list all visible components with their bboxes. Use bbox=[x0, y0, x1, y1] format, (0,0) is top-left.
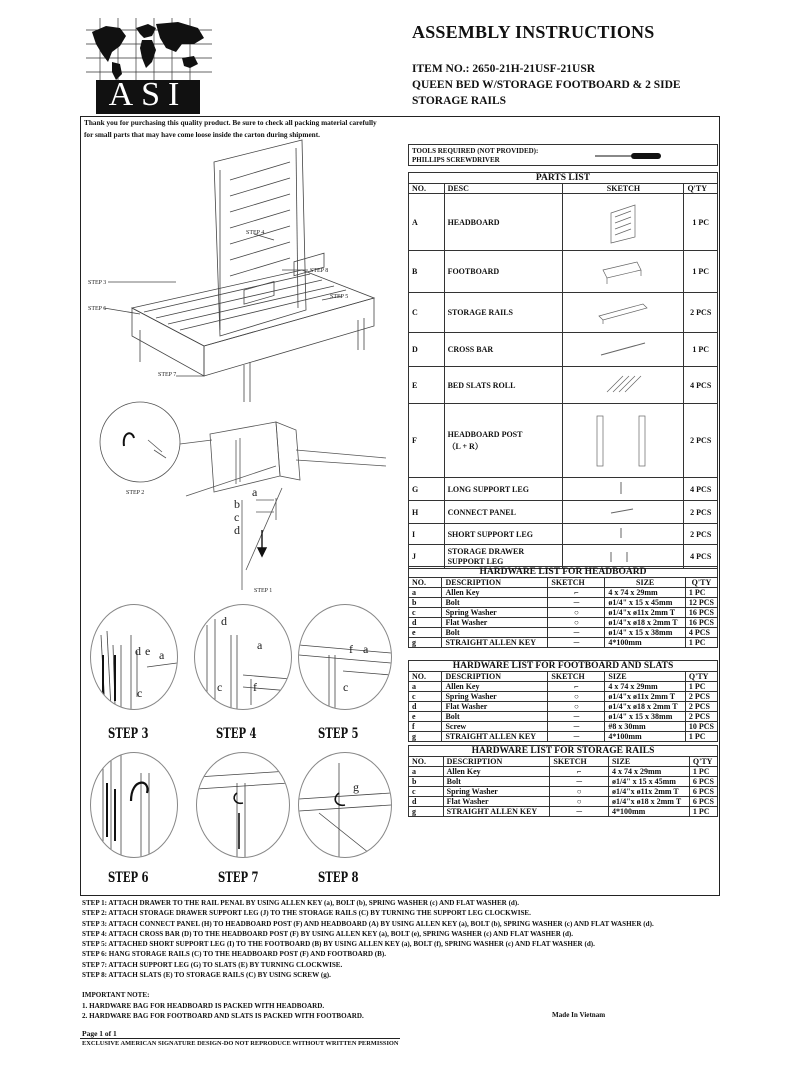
step6-panel bbox=[90, 752, 178, 858]
step5-letter-a: a bbox=[363, 642, 369, 656]
part-qty: 4 PCS bbox=[684, 367, 718, 404]
hw-desc: Bolt bbox=[442, 598, 548, 608]
hw-qty: 1 PC bbox=[689, 807, 717, 817]
overview-label-step8: STEP 8 bbox=[310, 268, 329, 274]
item-desc-line2: STORAGE RAILS bbox=[412, 95, 507, 107]
step-text: STEP 5: ATTACHED SHORT SUPPORT LEG (I) TO THE FOOTBOARD (B) BY USING ALLEN KEY (a), BOLT (f), SPRING WASHER (c) AND FLAT WASHER (d). bbox=[82, 940, 595, 949]
hw-sketch: ○ bbox=[548, 608, 605, 618]
hardware-headboard-table bbox=[408, 566, 718, 648]
hw-desc: STRAIGHT ALLEN KEY bbox=[442, 638, 548, 648]
parts-row bbox=[409, 478, 718, 501]
part-sketch bbox=[563, 545, 684, 569]
parts-list-caption: PARTS LIST bbox=[409, 173, 718, 184]
hw-qty: 2 PCS bbox=[685, 702, 717, 712]
step5-panel bbox=[298, 604, 392, 710]
item-desc-line1: QUEEN BED W/STORAGE FOOTBOARD & 2 SIDE bbox=[412, 79, 681, 91]
hw-no: e bbox=[409, 712, 442, 722]
made-in: Made In Vietnam bbox=[552, 1011, 606, 1019]
hw-desc: Spring Washer bbox=[442, 692, 548, 702]
hw-no: c bbox=[409, 608, 442, 618]
parts-header-no: NO. bbox=[409, 184, 445, 194]
part-no: D bbox=[409, 333, 445, 367]
hw-desc: Allen Key bbox=[443, 767, 550, 777]
parts-row bbox=[409, 404, 718, 478]
hw-sketch: ⌐ bbox=[550, 767, 609, 777]
hw-qty: 16 PCS bbox=[685, 618, 717, 628]
hw-row bbox=[409, 702, 718, 712]
part-desc: CONNECT PANEL bbox=[444, 501, 563, 524]
page-title: ASSEMBLY INSTRUCTIONS bbox=[412, 22, 655, 42]
hw-header-no: NO. bbox=[409, 757, 444, 767]
hw-size: #8 x 30mm bbox=[605, 722, 686, 732]
hardware-rails-table bbox=[408, 745, 718, 817]
hw-desc: Bolt bbox=[443, 777, 550, 787]
hw-no: g bbox=[409, 807, 444, 817]
hw-desc: Screw bbox=[442, 722, 548, 732]
hw-header-desc: DESCRIPTION bbox=[443, 757, 550, 767]
step1-letter-a: a bbox=[252, 485, 258, 499]
part-no: C bbox=[409, 293, 445, 333]
hw-qty: 4 PCS bbox=[685, 628, 717, 638]
hw-desc: Flat Washer bbox=[442, 618, 548, 628]
hw-row bbox=[409, 787, 718, 797]
part-qty: 2 PCS bbox=[684, 524, 718, 545]
step4-letter-f: f bbox=[253, 680, 257, 694]
overview-label-step5: STEP 5 bbox=[330, 294, 349, 300]
parts-row bbox=[409, 333, 718, 367]
hw-header-size: SIZE bbox=[608, 757, 689, 767]
parts-row bbox=[409, 194, 718, 251]
parts-header-qty: Q'TY bbox=[684, 184, 718, 194]
hw-row bbox=[409, 608, 718, 618]
hardware-rails-caption: HARDWARE LIST FOR STORAGE RAILS bbox=[409, 746, 718, 757]
part-desc: SHORT SUPPORT LEG bbox=[444, 524, 563, 545]
part-qty: 1 PC bbox=[684, 333, 718, 367]
assembly-steps bbox=[82, 898, 722, 1021]
part-qty: 2 PCS bbox=[684, 501, 718, 524]
logo-text: ASI bbox=[108, 76, 188, 113]
hw-header-no: NO. bbox=[409, 578, 442, 588]
step8-caption: STEP 8 bbox=[318, 870, 359, 886]
hw-no: c bbox=[409, 692, 442, 702]
hardware-headboard-caption: HARDWARE LIST FOR HEADBOARD bbox=[409, 567, 718, 578]
hw-qty: 6 PCS bbox=[689, 777, 717, 787]
hw-desc: Allen Key bbox=[442, 682, 548, 692]
hw-header-sketch: SKETCH bbox=[548, 578, 605, 588]
intro-line2: for small parts that may have come loose inside the carton during shipment. bbox=[84, 130, 320, 139]
hw-desc: Spring Washer bbox=[442, 608, 548, 618]
hw-sketch: ─ bbox=[548, 628, 605, 638]
hw-no: f bbox=[409, 722, 442, 732]
intro-text bbox=[84, 117, 404, 141]
hw-row bbox=[409, 807, 718, 817]
hw-size: 4 x 74 x 29mm bbox=[605, 682, 686, 692]
hw-size: ø1/4"x ø11x 2mm T bbox=[605, 692, 686, 702]
part-qty: 4 PCS bbox=[684, 545, 718, 569]
parts-row bbox=[409, 251, 718, 293]
hw-sketch: ○ bbox=[548, 692, 605, 702]
step4-caption: STEP 4 bbox=[216, 726, 257, 742]
part-no: F bbox=[409, 404, 445, 478]
hw-row bbox=[409, 732, 718, 742]
part-desc: LONG SUPPORT LEG bbox=[444, 478, 563, 501]
overview-label-step3: STEP 3 bbox=[88, 280, 107, 286]
tools-required bbox=[408, 144, 718, 166]
step-text: STEP 3: ATTACH CONNECT PANEL (H) TO HEADBOARD POST (F) AND HEADBOARD (A) BY USING ALLEN KEY (a), BOLT (b), SPRING WASHER (c) AND FLAT WASHER (d). bbox=[82, 919, 654, 928]
hw-header-desc: DESCRIPTION bbox=[442, 672, 548, 682]
hw-size: 4 x 74 x 29mm bbox=[608, 767, 689, 777]
step5-caption: STEP 5 bbox=[318, 726, 359, 742]
hw-sketch: ─ bbox=[550, 777, 609, 787]
part-sketch bbox=[563, 367, 684, 404]
part-no: G bbox=[409, 478, 445, 501]
bed-overview-diagram bbox=[84, 140, 404, 420]
hw-sketch: ─ bbox=[548, 638, 605, 648]
hw-header-qty: Q'TY bbox=[685, 672, 717, 682]
hw-desc: STRAIGHT ALLEN KEY bbox=[442, 732, 548, 742]
step-text: STEP 2: ATTACH STORAGE DRAWER SUPPORT LEG (J) TO THE STORAGE RAILS (C) BY TURNING THE SUPPORT LEG CLOCKWISE. bbox=[82, 909, 531, 918]
hw-header-size: SIZE bbox=[605, 578, 686, 588]
hw-row bbox=[409, 618, 718, 628]
important-note-title: IMPORTANT NOTE: bbox=[82, 991, 150, 1000]
hw-size: ø1/4"x ø18 x 2mm T bbox=[605, 702, 686, 712]
hw-size: ø1/4" x 15 x 45mm bbox=[605, 598, 686, 608]
parts-row bbox=[409, 367, 718, 404]
hw-desc: Bolt bbox=[442, 628, 548, 638]
hw-no: g bbox=[409, 638, 442, 648]
hw-size: ø1/4" x 15 x 38mm bbox=[605, 628, 686, 638]
hw-desc: Bolt bbox=[442, 712, 548, 722]
parts-row bbox=[409, 545, 718, 569]
hw-qty: 10 PCS bbox=[685, 722, 717, 732]
step8-panel bbox=[298, 752, 392, 858]
part-desc-line1: HEADBOARD POST bbox=[447, 429, 523, 439]
step4-panel bbox=[194, 604, 292, 710]
hw-sketch: ─ bbox=[550, 807, 609, 817]
hardware-footboard-table bbox=[408, 660, 718, 742]
tools-line1: TOOLS REQUIRED (NOT PROVIDED): bbox=[412, 147, 539, 155]
hw-header-qty: Q'TY bbox=[685, 578, 717, 588]
parts-header-desc: DESC bbox=[444, 184, 563, 194]
hw-no: a bbox=[409, 588, 442, 598]
step2-label: STEP 2 bbox=[126, 490, 145, 496]
hw-desc: Flat Washer bbox=[443, 797, 550, 807]
intro-line1: Thank you for purchasing this quality product. Be sure to check all packing material carefully bbox=[84, 118, 377, 127]
part-qty: 4 PCS bbox=[684, 478, 718, 501]
hw-header-no: NO. bbox=[409, 672, 442, 682]
step3-caption: STEP 3 bbox=[108, 726, 149, 742]
part-qty: 1 PC bbox=[684, 194, 718, 251]
hardware-footboard-caption: HARDWARE LIST FOR FOOTBOARD AND SLATS bbox=[409, 661, 718, 672]
hw-row bbox=[409, 797, 718, 807]
hw-qty: 1 PC bbox=[685, 682, 717, 692]
part-desc: HEADBOARD bbox=[444, 194, 563, 251]
hw-row bbox=[409, 628, 718, 638]
step3-letter-e: e bbox=[145, 644, 151, 658]
hw-size: ø1/4" x 15 x 45mm bbox=[608, 777, 689, 787]
hw-desc: Flat Washer bbox=[442, 702, 548, 712]
hw-header-sketch: SKETCH bbox=[548, 672, 605, 682]
step1-letter-d: d bbox=[234, 523, 240, 537]
step3-panel bbox=[90, 604, 178, 710]
hw-size: ø1/4"x ø11x 2mm T bbox=[608, 787, 689, 797]
part-no: A bbox=[409, 194, 445, 251]
hw-qty: 1 PC bbox=[685, 588, 717, 598]
part-desc: BED SLATS ROLL bbox=[444, 367, 563, 404]
step4-letter-d: d bbox=[221, 614, 227, 628]
hw-row bbox=[409, 767, 718, 777]
part-sketch bbox=[563, 524, 684, 545]
part-sketch bbox=[563, 478, 684, 501]
part-desc: FOOTBOARD bbox=[444, 251, 563, 293]
item-info bbox=[412, 61, 792, 109]
hw-no: a bbox=[409, 767, 444, 777]
part-no: E bbox=[409, 367, 445, 404]
parts-header-sketch: SKETCH bbox=[563, 184, 684, 194]
step6-caption: STEP 6 bbox=[108, 870, 149, 886]
hw-qty: 12 PCS bbox=[685, 598, 717, 608]
hw-size: ø1/4"x ø11x 2mm T bbox=[605, 608, 686, 618]
hw-sketch: ─ bbox=[548, 598, 605, 608]
parts-row bbox=[409, 501, 718, 524]
part-sketch bbox=[563, 501, 684, 524]
overview-label-step7: STEP 7 bbox=[158, 372, 177, 378]
hw-qty: 2 PCS bbox=[685, 712, 717, 722]
parts-list-table bbox=[408, 172, 718, 569]
step4-letter-a: a bbox=[257, 638, 263, 652]
step1-letter-b: b bbox=[234, 497, 240, 511]
step1-letter-c: c bbox=[234, 510, 240, 524]
hw-qty: 6 PCS bbox=[689, 787, 717, 797]
part-no: I bbox=[409, 524, 445, 545]
asi-logo bbox=[86, 18, 212, 114]
hw-row bbox=[409, 722, 718, 732]
tools-line2: PHILLIPS SCREWDRIVER bbox=[412, 156, 500, 164]
step3-letter-d: d bbox=[135, 644, 141, 658]
overview-label-step4: STEP 4 bbox=[246, 230, 265, 236]
hw-sketch: ─ bbox=[548, 712, 605, 722]
part-sketch bbox=[563, 293, 684, 333]
hw-row bbox=[409, 712, 718, 722]
hw-header-sketch: SKETCH bbox=[550, 757, 609, 767]
page-number: Page 1 of 1 bbox=[82, 1029, 117, 1038]
step-text: STEP 1: ATTACH DRAWER TO THE RAIL PENAL BY USING ALLEN KEY (a), BOLT (b), SPRING WASHER (c) AND FLAT WASHER (d). bbox=[82, 899, 520, 907]
hw-size: ø1/4" x 15 x 38mm bbox=[605, 712, 686, 722]
part-desc-line1: STORAGE DRAWER bbox=[447, 546, 525, 556]
hw-no: c bbox=[409, 787, 444, 797]
step-text: STEP 8: ATTACH SLATS (E) TO STORAGE RAILS (C) BY USING SCREW (g). bbox=[82, 971, 331, 980]
step1-step2-diagram bbox=[96, 400, 406, 600]
hw-sketch: ○ bbox=[548, 618, 605, 628]
hw-size: ø1/4"x ø18 x 2mm T bbox=[605, 618, 686, 628]
part-no: B bbox=[409, 251, 445, 293]
hw-sketch: ⌐ bbox=[548, 588, 605, 598]
hw-no: g bbox=[409, 732, 442, 742]
part-desc-line2: SUPPORT LEG bbox=[447, 556, 504, 566]
part-sketch bbox=[563, 251, 684, 293]
step3-letter-a: a bbox=[159, 648, 165, 662]
hw-sketch: ⌐ bbox=[548, 682, 605, 692]
hw-no: e bbox=[409, 628, 442, 638]
step8-letter-g: g bbox=[353, 780, 359, 794]
parts-row bbox=[409, 524, 718, 545]
step-text: STEP 4: ATTACH CROSS BAR (D) TO THE HEADBOARD POST (F) BY USING ALLEN KEY (a), BOLT (e), SPRING WASHER (c) AND FLAT WASHER (d). bbox=[82, 929, 574, 938]
hw-sketch: ○ bbox=[550, 797, 609, 807]
hw-row bbox=[409, 682, 718, 692]
part-no: H bbox=[409, 501, 445, 524]
part-desc bbox=[444, 404, 563, 478]
hw-no: d bbox=[409, 618, 442, 628]
copyright-notice: EXCLUSIVE AMERICAN SIGNATURE DESIGN-DO NOT REPRODUCE WITHOUT WRITTEN PERMISSION bbox=[82, 1040, 399, 1047]
part-qty: 2 PCS bbox=[684, 293, 718, 333]
hw-size: ø1/4"x ø18 x 2mm T bbox=[608, 797, 689, 807]
part-desc: STORAGE RAILS bbox=[444, 293, 563, 333]
hw-qty: 1 PC bbox=[685, 638, 717, 648]
step7-caption: STEP 7 bbox=[218, 870, 259, 886]
hw-desc: STRAIGHT ALLEN KEY bbox=[443, 807, 550, 817]
hw-qty: 6 PCS bbox=[689, 797, 717, 807]
hw-row bbox=[409, 588, 718, 598]
hw-row bbox=[409, 692, 718, 702]
hw-header-qty: Q'TY bbox=[689, 757, 717, 767]
overview-label-step6: STEP 6 bbox=[88, 306, 107, 312]
hw-sketch: ─ bbox=[548, 732, 605, 742]
hw-qty: 2 PCS bbox=[685, 692, 717, 702]
hw-header-desc: DESCRIPTION bbox=[442, 578, 548, 588]
hw-no: d bbox=[409, 797, 444, 807]
parts-row bbox=[409, 293, 718, 333]
hw-no: d bbox=[409, 702, 442, 712]
hw-size: 4 x 74 x 29mm bbox=[605, 588, 686, 598]
part-no: J bbox=[409, 545, 445, 569]
part-sketch bbox=[563, 404, 684, 478]
step1-label: STEP 1 bbox=[254, 588, 273, 594]
screwdriver-icon bbox=[595, 151, 661, 161]
step4-letter-c: c bbox=[217, 680, 223, 694]
hw-row bbox=[409, 638, 718, 648]
hw-no: b bbox=[409, 598, 442, 608]
part-desc bbox=[444, 545, 563, 569]
note-text: 1. HARDWARE BAG FOR HEADBOARD IS PACKED WITH HEADBOARD. bbox=[82, 1001, 325, 1010]
part-sketch bbox=[563, 194, 684, 251]
step5-letter-f: f bbox=[349, 642, 353, 656]
hw-row bbox=[409, 598, 718, 608]
hw-size: 4*100mm bbox=[608, 807, 689, 817]
hw-qty: 16 PCS bbox=[685, 608, 717, 618]
footer-divider bbox=[80, 1038, 400, 1039]
step5-letter-c: c bbox=[343, 680, 349, 694]
part-desc-line2: （L + R） bbox=[447, 441, 483, 451]
part-sketch bbox=[563, 333, 684, 367]
step-text: STEP 7: ATTACH SUPPORT LEG (G) TO SLATS (E) BY TURNING CLOCKWISE. bbox=[82, 960, 343, 969]
hw-desc: Spring Washer bbox=[443, 787, 550, 797]
step-text: STEP 6: HANG STORAGE RAILS (C) TO THE HEADBOARD POST (F) AND FOOTBOARD (B). bbox=[82, 950, 387, 959]
hw-qty: 1 PC bbox=[685, 732, 717, 742]
hw-sketch: ○ bbox=[550, 787, 609, 797]
hw-size: 4*100mm bbox=[605, 732, 686, 742]
part-desc: CROSS BAR bbox=[444, 333, 563, 367]
hw-header-size: SIZE bbox=[605, 672, 686, 682]
part-qty: 2 PCS bbox=[684, 404, 718, 478]
hw-desc: Allen Key bbox=[442, 588, 548, 598]
hw-sketch: ○ bbox=[548, 702, 605, 712]
item-number: ITEM NO.: 2650-21H-21USF-21USR bbox=[412, 63, 596, 75]
hw-sketch: ─ bbox=[548, 722, 605, 732]
part-qty: 1 PC bbox=[684, 251, 718, 293]
hw-size: 4*100mm bbox=[605, 638, 686, 648]
step7-panel bbox=[196, 752, 290, 858]
hw-qty: 1 PC bbox=[689, 767, 717, 777]
hw-no: a bbox=[409, 682, 442, 692]
step3-letter-c: c bbox=[137, 686, 143, 700]
hw-row bbox=[409, 777, 718, 787]
hw-no: b bbox=[409, 777, 444, 787]
note-text: 2. HARDWARE BAG FOR FOOTBOARD AND SLATS IS PACKED WITH FOOTBOARD. bbox=[82, 1011, 364, 1020]
